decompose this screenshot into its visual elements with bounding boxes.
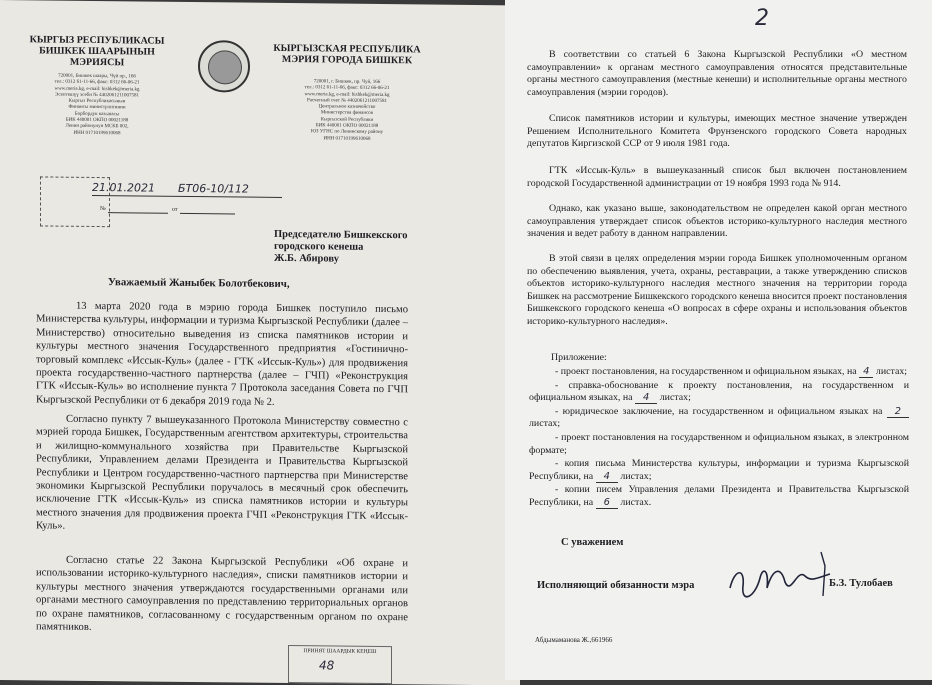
page-number: 2: [755, 6, 769, 31]
addressee: Председателю Бишкекского городского кенеша Ж.Б. Абирову: [274, 228, 408, 265]
right-paragraph-1: В соответствии со статьей 6 Закона Кыргызской Республики «О местном самоуправлении» к органам местного самоуправления относятся представительные органы местного самоуправления (местные кенеши) и исполнительные органы местного самоуправления (мэрии городов).: [527, 49, 907, 98]
right-paragraph-3: ГТК «Иссык-Куль» в вышеуказанный список был включен постановлением городской Государственной администрации от 19 ноября 1993 года № 914.: [527, 165, 907, 189]
kyrgyz-letterhead: КЫРГЫЗ РЕСПУБЛИКАСЫ БИШКЕК ШААРЫНЫН МЭРИЯСЫ 720001, Бишкек шаары, Чүй пр., 166 тел.: 0312 61-11-66, факс: 0312 66-06-21 www.meria.kg, e-mail: bishkek@meria.kg Эсептешүү эсеби № 4402061211007581 Кыргыз Республикасынын Финансы министрлигинин Борбордук казынасы БИК 440001 ОКПО 00021188 Ленин районунун МСКБ 002, ИНН 01710199610068: [29, 34, 165, 136]
page-right: [505, 0, 932, 680]
attachment-item: - копии писем Управления делами Президента и Правительства Кыргызской Республики, на 6 листах.: [529, 484, 909, 508]
closing: С уважением: [561, 537, 624, 548]
attachment-item: - юридическое заключение, на государственном и официальном языках на 2 листах;: [529, 406, 909, 431]
attachments-list: [529, 366, 909, 510]
executor: Абдымаманова Ж.,661966: [535, 636, 613, 644]
page-left: КЫРГЫЗ РЕСПУБЛИКАСЫ БИШКЕК ШААРЫНЫН МЭРИЯСЫ 720001, Бишкек шаары, Чүй пр., 166 тел.: 0312 61-11-66, факс: 0312 66-06-21 www.meria.kg, e-mail: bishkek@meria.kg Эсептешүү эсеби № 4402061211007581 Кыргыз Республикасынын Финансы министрлигинин Борбордук казынасы БИК 440001 ОКПО 00021188 Ленин районунун МСКБ 002, ИНН 01710199610068 КЫРГЫЗСКАЯ РЕСПУБЛИКА МЭРИЯ ГОРОДА БИШКЕК 720001, г. Бишкек, пр. Чуй, 166 тел.: 0312 61-11-66, факс: 0312 66-06-21 www.meria.kg, e-mail: bishkek@meria.kg Расчетный счет № 4402061211007581 Центральное казначейство Министерства финансов Кыргызской Республики БИК 440001 ОКПО 00021188 ЮЗ УГНС по Ленинскому району ИНН 01710199610068 21.01.2021 БТ06-10/112 № от Председателю Бишкекского городского кенеша Ж.Б. Абирову Уважаемый Жаныбек Болотбекович, 13 марта 2020 года в мэрию города Бишкек поступило письмо Министерства культуры, информации и туризма Кыргызской Республики (далее – Министерство) относительно выведения из списка памятников истории и культуры местного значения Государственного предприятия «Гостинично-торговый комплекс «Иссык-Куль» (далее - ГТК «Иссык-Куль») для продвижения проекта государственно-частного партнерства (далее – ГЧП) «Реконструкция ГТК «Иссык-Куль» во исполнение пункта 7 Протокола заседания Совета по ГЧП Кыргызской Республики от 6 декабря 2019 года № 2. Согласно пункту 7 вышеуказанного Протокола Министерству совместно с мэрией города Бишкек, Государственным агентством архитектуры, строительства и жилищно-коммунального хозяйства при Правительстве Кыргызской Республики, Управлением делами Президента и Правительства Кыргызской Республики и Центром государственно-частного партнерства при Министерстве экономики Кыргызской Республики поручалось в месячный срок обеспечить исключение ГТК «Иссык-Куль» из списка памятников истории и культуры местного значения для продвижения проекта ГЧП «Реконструкция ГТК «Иссык-Куль». Согласно статье 22 Закона Кыргызской Республики «Об охране и использовании историко-культурного наследия», списки памятников истории и культуры местного значения утверждаются государственными органами или органами местного самоуправления по представлению территориальных органов по охране памятников, согласованному с государственным органом по охране памятников. ПРИНЯТ ШААРДЫК КЕҢЕШ 48: [0, 0, 520, 685]
reg-number: БТ06-10/112: [178, 181, 249, 196]
attachments-title: Приложение:: [551, 352, 607, 363]
right-paragraph-4: Однако, как указано выше, законодательством не определен какой орган местного самоуправления утверждает список объектов историко-культурного наследия местного значения и ведет работу в данном направлении.: [527, 203, 907, 240]
right-paragraph-2: Список памятников истории и культуры, имеющих местное значение утвержден Решением Исполнительного Комитета Фрунзенского городского Совета народных депутатов Киргизской ССР от 9 июля 1981 года.: [527, 113, 907, 150]
reg-line: [92, 195, 282, 198]
state-emblem-icon: [198, 40, 250, 93]
attachment-item: - проект постановления на государственном и официальном языках, в электронном формате;: [529, 431, 909, 456]
left-paragraph-1: 13 марта 2020 года в мэрию города Бишкек поступило письмо Министерства культуры, информации и туризма Кыргызской Республики (далее – Министерство) относительно выведения из списка памятников истории и культуры местного значения Государственного предприятия «Гостинично-торговый комплекс «Иссык-Куль» (далее - ГТК «Иссык-Куль») для продвижения проекта государственно-частного партнерства (далее – ГЧП) «Реконструкция ГТК «Иссык-Куль» во исполнение пункта 7 Протокола заседания Совета по ГЧП Кыргызской Республики от 6 декабря 2019 года № 2.: [36, 300, 408, 408]
left-paragraph-2: Согласно пункту 7 вышеуказанного Протокола Министерству совместно с мэрией города Бишкек, Государственным агентством архитектуры, строительства и жилищно-коммунального хозяйства при Правительстве Кыргызской Республики, Управлением делами Президента и Правительства Кыргызской Республики и Центром государственно-частного партнерства при Министерстве экономики Кыргызской Республики поручалось в месячный срок обеспечить исключение ГТК «Иссык-Куль» из списка памятников истории и культуры местного значения для продвижения проекта ГЧП «Реконструкция ГТК «Иссык-Куль».: [36, 413, 408, 532]
attachment-item: - копия письма Министерства культуры, информации и туризма Кыргызской Республики, на 4 листах;: [529, 458, 909, 482]
signer-title: Исполняющий обязанности мэра: [537, 580, 695, 591]
salutation: Уважаемый Жаныбек Болотбекович,: [108, 276, 290, 291]
signer-name: Б.З. Тулобаев: [829, 578, 893, 589]
reg-date: 21.01.2021: [92, 180, 155, 195]
right-paragraph-5: В этой связи в целях определения мэрии города Бишкек уполномоченным органом по обеспечению выявления, учета, охраны, реставрации, а также утверждению списков объектов историко-культурного наследия местного значения на территории города Бишкек на рассмотрение Бишкекского городского кенеша вносится проект постановления Бишкекского городского кенеша «О вопросах в сфере охраны и использования объектов историко-культурного наследия».: [527, 253, 907, 327]
russian-letterhead: КЫРГЫЗСКАЯ РЕСПУБЛИКА МЭРИЯ ГОРОДА БИШКЕК 720001, г. Бишкек, пр. Чуй, 166 тел.: 0312 61-11-66, факс: 0312 66-06-21 www.meria.kg, e-mail: bishkek@meria.kg Расчетный счет № 4402061211007581 Центральное казначейство Министерства финансов Кыргызской Республики БИК 440001 ОКПО 00021188 ЮЗ УГНС по Ленинскому району ИНН 01710199610068: [273, 42, 421, 142]
attachment-item: - справка-обоснование к проекту постановления, на государственном и официальном языках, на 4 листах;: [529, 379, 909, 404]
attachment-item: - проект постановления, на государственном и официальном языках, на 4 листах;: [555, 366, 908, 377]
left-paragraph-3: Согласно статье 22 Закона Кыргызской Республики «Об охране и использовании историко-культурного наследия», списки памятников истории и культуры местного значения утверждаются государственными органами или органами местного самоуправления по представлению территориальных органов по охране памятников, согласованному с государственным органом по охране памятников.: [36, 554, 408, 633]
received-stamp: ПРИНЯТ ШААРДЫК КЕҢЕШ 48: [288, 645, 392, 684]
signature-icon: [725, 548, 835, 608]
